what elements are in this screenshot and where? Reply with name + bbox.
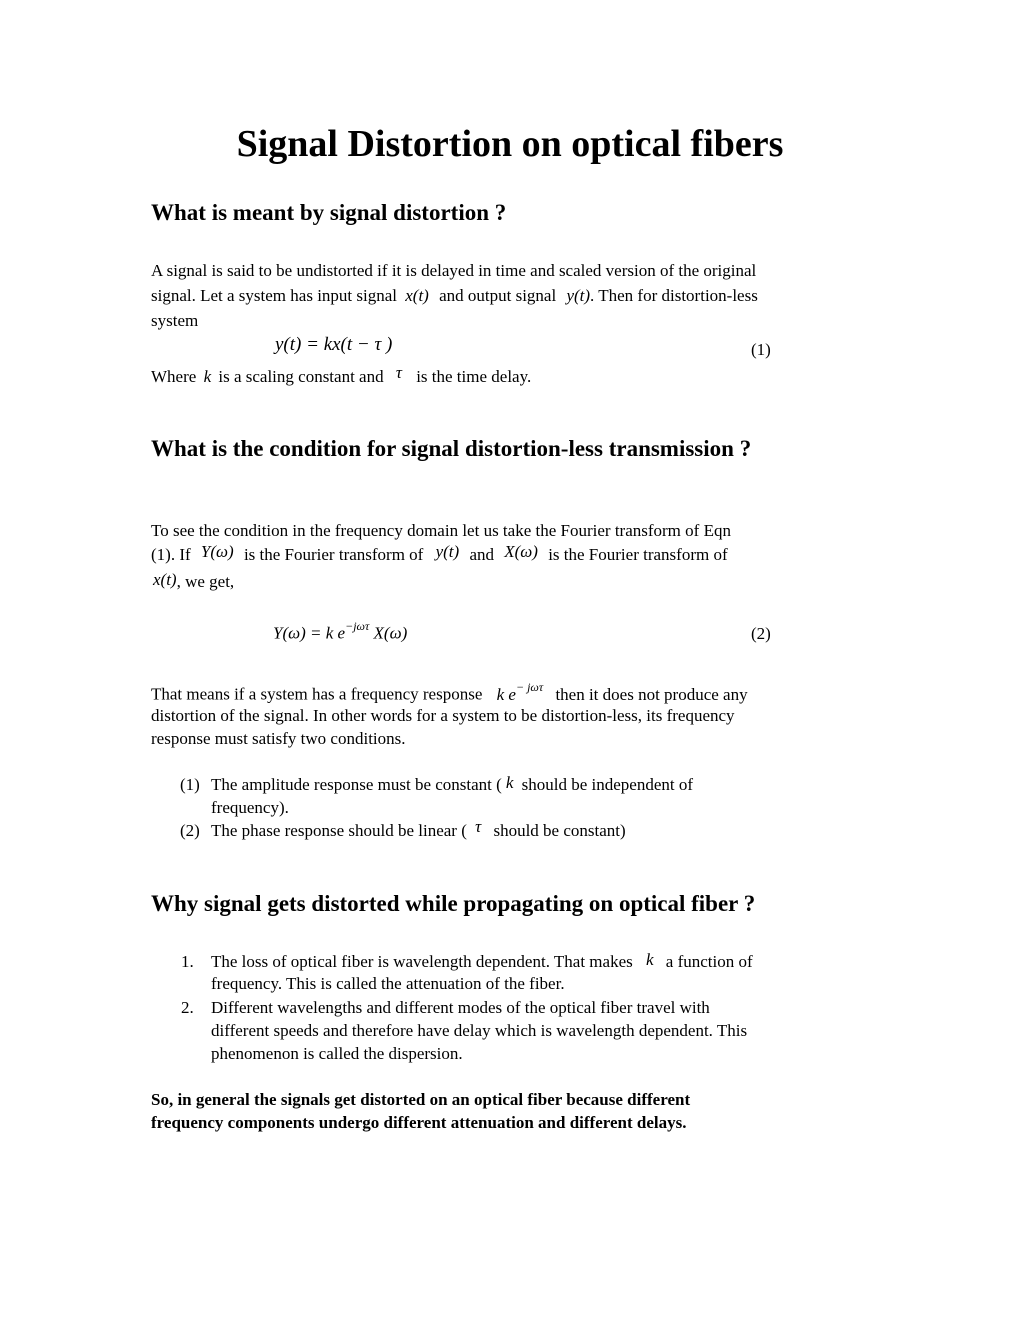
list-item-text	[211, 950, 753, 974]
text-fragment: Where	[151, 367, 197, 386]
math-Y-of-omega: Y(ω)	[200, 542, 234, 561]
paragraph-line: A signal is said to be undistorted if it is delayed in time and scaled version of the original	[151, 261, 757, 280]
list-item-number: 1.	[181, 952, 194, 971]
text-fragment: . Then for distortion-less	[590, 286, 758, 305]
math-k: k	[645, 950, 654, 969]
equation-2	[273, 621, 407, 644]
paragraph-line	[151, 677, 748, 707]
section-heading-signal-distortion: What is meant by signal distortion ?	[151, 200, 507, 225]
list-item-text: frequency).	[211, 798, 289, 817]
paragraph-line	[151, 284, 758, 308]
text-fragment: (1). If	[151, 545, 191, 564]
math-frequency-response	[496, 680, 548, 704]
conclusion-line: frequency components undergo different attenuation and different delays.	[151, 1113, 687, 1132]
text-fragment: The phase response should be linear (	[211, 821, 467, 840]
equation-number-2: (2)	[751, 624, 771, 643]
math-X-of-omega: X(ω)	[504, 542, 538, 561]
text-fragment: The loss of optical fiber is wavelength dependent. That makes	[211, 952, 633, 971]
paragraph-line	[151, 543, 728, 567]
paragraph-line	[151, 365, 531, 389]
page-title: Signal Distortion on optical fibers	[236, 123, 784, 165]
math-k: k	[505, 773, 514, 792]
math-x-of-t: x(t)	[153, 570, 177, 589]
list-item-number: 2.	[181, 998, 194, 1017]
text-fragment: then it does not produce any	[555, 684, 748, 704]
paragraph-line: To see the condition in the frequency domain let us take the Fourier transform of Eqn	[151, 521, 731, 540]
text-fragment: and	[469, 545, 494, 564]
equation-1: y(t) = kx(t − τ )	[275, 334, 393, 355]
paragraph-line: response must satisfy two conditions.	[151, 729, 406, 748]
text-fragment: is the time delay.	[416, 367, 532, 386]
equation-2-lhs: Y(ω) = k e	[273, 623, 346, 643]
math-k-e: k e	[496, 684, 516, 704]
text-fragment: and output signal	[439, 286, 557, 305]
section-heading-why-distortion: Why signal gets distorted while propagating on optical fiber ?	[151, 891, 756, 916]
text-fragment: signal. Let a system has input signal	[151, 286, 397, 305]
list-item-text	[211, 819, 626, 843]
list-item-text: Different wavelengths and different modes of the optical fiber travel with	[211, 998, 710, 1017]
list-item-number: (1)	[180, 775, 200, 794]
list-item-text: frequency. This is called the attenuation of the fiber.	[211, 974, 565, 993]
text-fragment: is the Fourier transform of	[243, 545, 424, 564]
equation-number-1: (1)	[751, 340, 771, 359]
paragraph-line	[153, 570, 234, 594]
section-heading-distortionless-condition: What is the condition for signal distortion-less transmission ?	[151, 436, 752, 461]
equation-2-exponent: −jωτ	[345, 619, 370, 633]
conclusion-line: So, in general the signals get distorted on an optical fiber because different	[151, 1090, 691, 1109]
math-tau: τ	[395, 363, 402, 382]
list-item-text	[211, 773, 693, 797]
text-fragment: is the Fourier transform of	[548, 545, 728, 564]
math-k: k	[203, 367, 212, 386]
text-fragment: The amplitude response must be constant (	[211, 775, 502, 794]
text-fragment: , we get,	[176, 572, 235, 591]
text-fragment: That means if a system has a frequency response	[151, 684, 483, 704]
math-x-of-t: x(t)	[405, 286, 429, 305]
paragraph-line: system	[151, 311, 199, 330]
math-y-of-t: y(t)	[435, 542, 460, 561]
text-fragment: a function of	[665, 952, 753, 971]
list-item-text: different speeds and therefore have delay which is wavelength dependent. This	[211, 1021, 748, 1040]
math-tau: τ	[475, 817, 482, 836]
text-fragment: should be constant)	[493, 821, 626, 840]
list-item-text: phenomenon is called the dispersion.	[211, 1044, 463, 1063]
equation-2-rhs: X(ω)	[373, 623, 408, 643]
text-fragment: should be independent of	[521, 775, 694, 794]
paragraph-line: distortion of the signal. In other words for a system to be distortion-less, its frequency	[151, 706, 735, 725]
list-item-number: (2)	[180, 821, 200, 840]
math-exponent: − jωτ	[515, 680, 544, 694]
math-y-of-t: y(t)	[566, 286, 591, 305]
text-fragment: is a scaling constant and	[218, 367, 384, 386]
